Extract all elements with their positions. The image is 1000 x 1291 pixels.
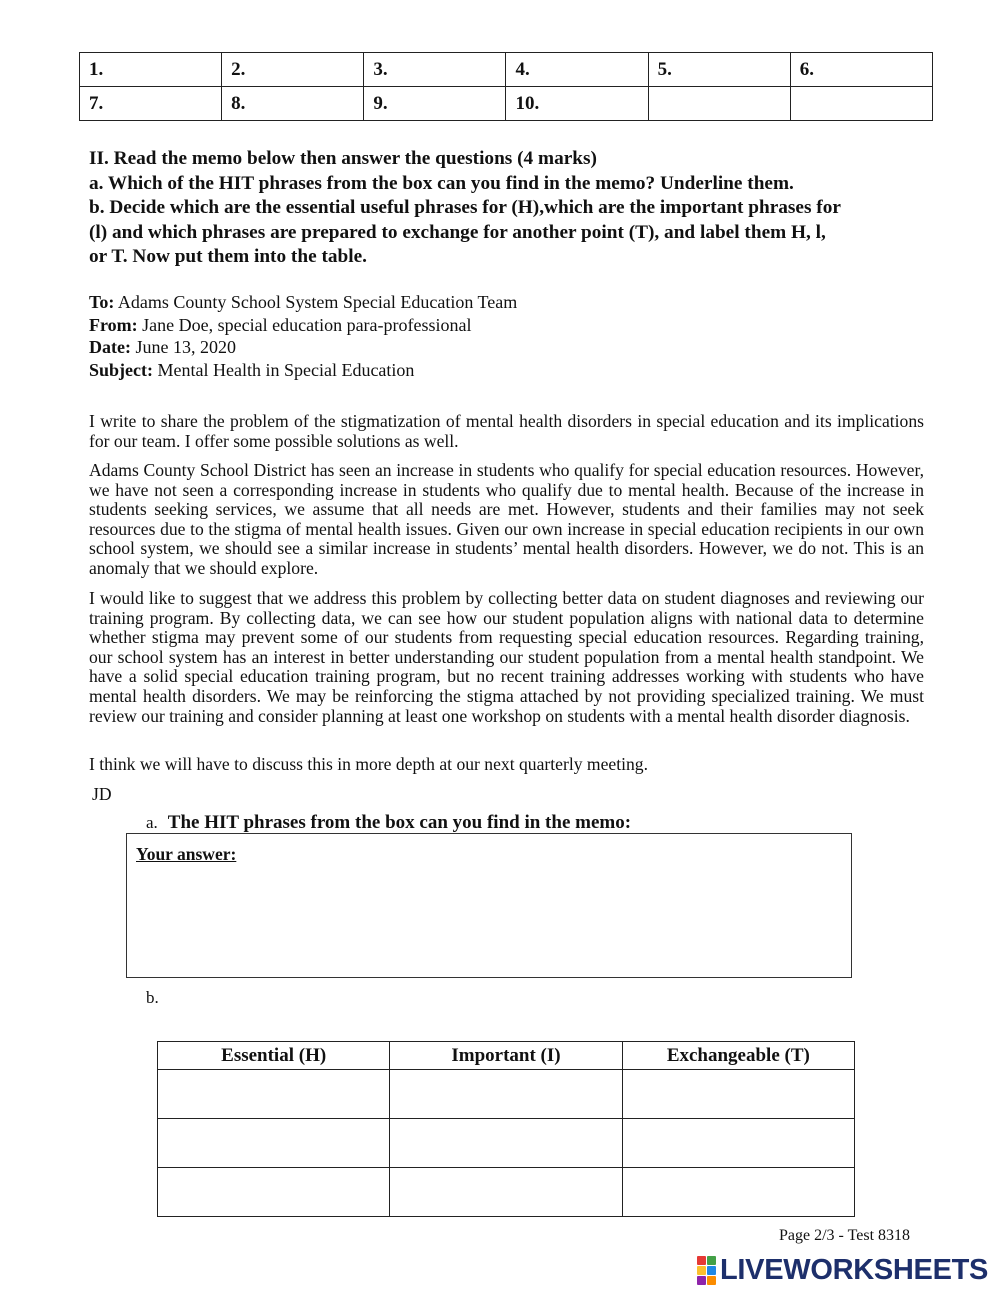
logo-square (697, 1266, 706, 1275)
instruction-b-line1: b. Decide which are the essential useful phrases for (H),which are the important phrases for (89, 197, 841, 218)
logo-square (707, 1276, 716, 1285)
hit-classification-table (157, 1041, 855, 1217)
liveworksheets-logo (697, 1255, 988, 1285)
essential-answer-cell[interactable] (158, 1119, 390, 1168)
instruction-b-line2: (l) and which phrases are prepared to exchange for another point (T), and label them H, l, (89, 221, 826, 243)
answer-cell-4[interactable]: 4. (506, 53, 648, 87)
question-a-marker: a. (146, 813, 158, 832)
exchangeable-answer-cell[interactable] (622, 1119, 854, 1168)
answer-cell-9[interactable]: 9. (364, 87, 506, 121)
answer-cell-7[interactable]: 7. (80, 87, 222, 121)
answer-number-grid (79, 52, 933, 121)
memo-from: From: Jane Doe, special education para-professional (89, 314, 472, 335)
page-number: Page 2/3 - Test 8318 (779, 1227, 911, 1244)
memo-signature: JD (92, 784, 112, 804)
answer-textbox[interactable] (126, 833, 852, 978)
essential-answer-cell[interactable] (158, 1168, 390, 1217)
memo-paragraph-2: Adams County School District has seen an increase in students who qualify for special education resources. However, we have not seen a corresponding increase in students who qualify due to mental health. Because of the increase in students seeking services, we assume that all needs are met. However, students and their families may not seek resources due to the stigma of mental health issues. Given our own increase in special education recipients in our own school system, we should see a similar increase in students’ mental health disorders. However, we do not. This is an anomaly that we should explore. (89, 460, 924, 578)
essential-answer-cell[interactable] (158, 1070, 390, 1119)
memo-header (89, 291, 517, 381)
memo-paragraph-1: I write to share the problem of the stigmatization of mental health disorders in special education and its implications for our team. I offer some possible solutions as well. (89, 411, 924, 451)
answer-cell-6[interactable]: 6. (790, 53, 932, 87)
memo-subject: Subject: Mental Health in Special Education (89, 359, 415, 380)
exchangeable-answer-cell[interactable] (622, 1168, 854, 1217)
answer-cell-empty[interactable] (648, 87, 790, 121)
answer-grid-row (80, 53, 933, 87)
instructions (89, 147, 929, 270)
logo-square (707, 1266, 716, 1275)
answer-cell-8[interactable]: 8. (222, 87, 364, 121)
important-answer-cell[interactable] (390, 1119, 622, 1168)
exchangeable-answer-cell[interactable] (622, 1070, 854, 1119)
logo-square (697, 1256, 706, 1265)
header-essential: Essential (H) (158, 1042, 390, 1070)
question-b-marker: b. (146, 988, 159, 1007)
logo-square (697, 1276, 706, 1285)
table-row (158, 1070, 855, 1119)
header-important: Important (I) (390, 1042, 622, 1070)
liveworksheets-icon (697, 1256, 716, 1285)
memo-date: Date: June 13, 2020 (89, 337, 236, 357)
memo-paragraph-4: I think we will have to discuss this in more depth at our next quarterly meeting. (89, 754, 648, 774)
logo-square (707, 1256, 716, 1265)
table-row (158, 1119, 855, 1168)
answer-cell-5[interactable]: 5. (648, 53, 790, 87)
answer-cell-2[interactable]: 2. (222, 53, 364, 87)
table-row (158, 1168, 855, 1217)
instruction-b-line3: or T. Now put them into the table. (89, 246, 367, 267)
answer-cell-3[interactable]: 3. (364, 53, 506, 87)
table-header-row (158, 1042, 855, 1070)
answer-cell-1[interactable]: 1. (80, 53, 222, 87)
answer-cell-empty[interactable] (790, 87, 932, 121)
memo-to: To: Adams County School System Special Education Team (89, 292, 518, 312)
memo-paragraph-3: I would like to suggest that we address this problem by collecting better data on student diagnoses and reviewing our training program. By collecting data, we can see how our student population aligns with national data to determine whether stigma may prevent some of our students from requesting special education resources. Regarding training, our school system has an interest in better understanding our student population from a mental health standpoint. We have a solid special education training program, but no recent training addresses working with students who have mental health disorders. We may be reinforcing the stigma attached by not providing specialized training. We must review our training and consider planning at least one workshop on students with a mental health disorder diagnosis. (89, 588, 924, 726)
answer-cell-10[interactable]: 10. (506, 87, 648, 121)
instruction-heading: II. Read the memo below then answer the questions (4 marks) (89, 148, 597, 169)
question-a-text: The HIT phrases from the box can you find in the memo: (167, 812, 632, 833)
important-answer-cell[interactable] (390, 1168, 622, 1217)
header-exchangeable: Exchangeable (T) (622, 1042, 854, 1070)
answer-grid-row (80, 87, 933, 121)
important-answer-cell[interactable] (390, 1070, 622, 1119)
question-a-label (146, 812, 631, 834)
your-answer-label: Your answer: (136, 844, 237, 864)
brand-name: LIVEWORKSHEETS (720, 1254, 989, 1286)
instruction-a: a. Which of the HIT phrases from the box can you find in the memo? Underline them. (89, 172, 794, 194)
